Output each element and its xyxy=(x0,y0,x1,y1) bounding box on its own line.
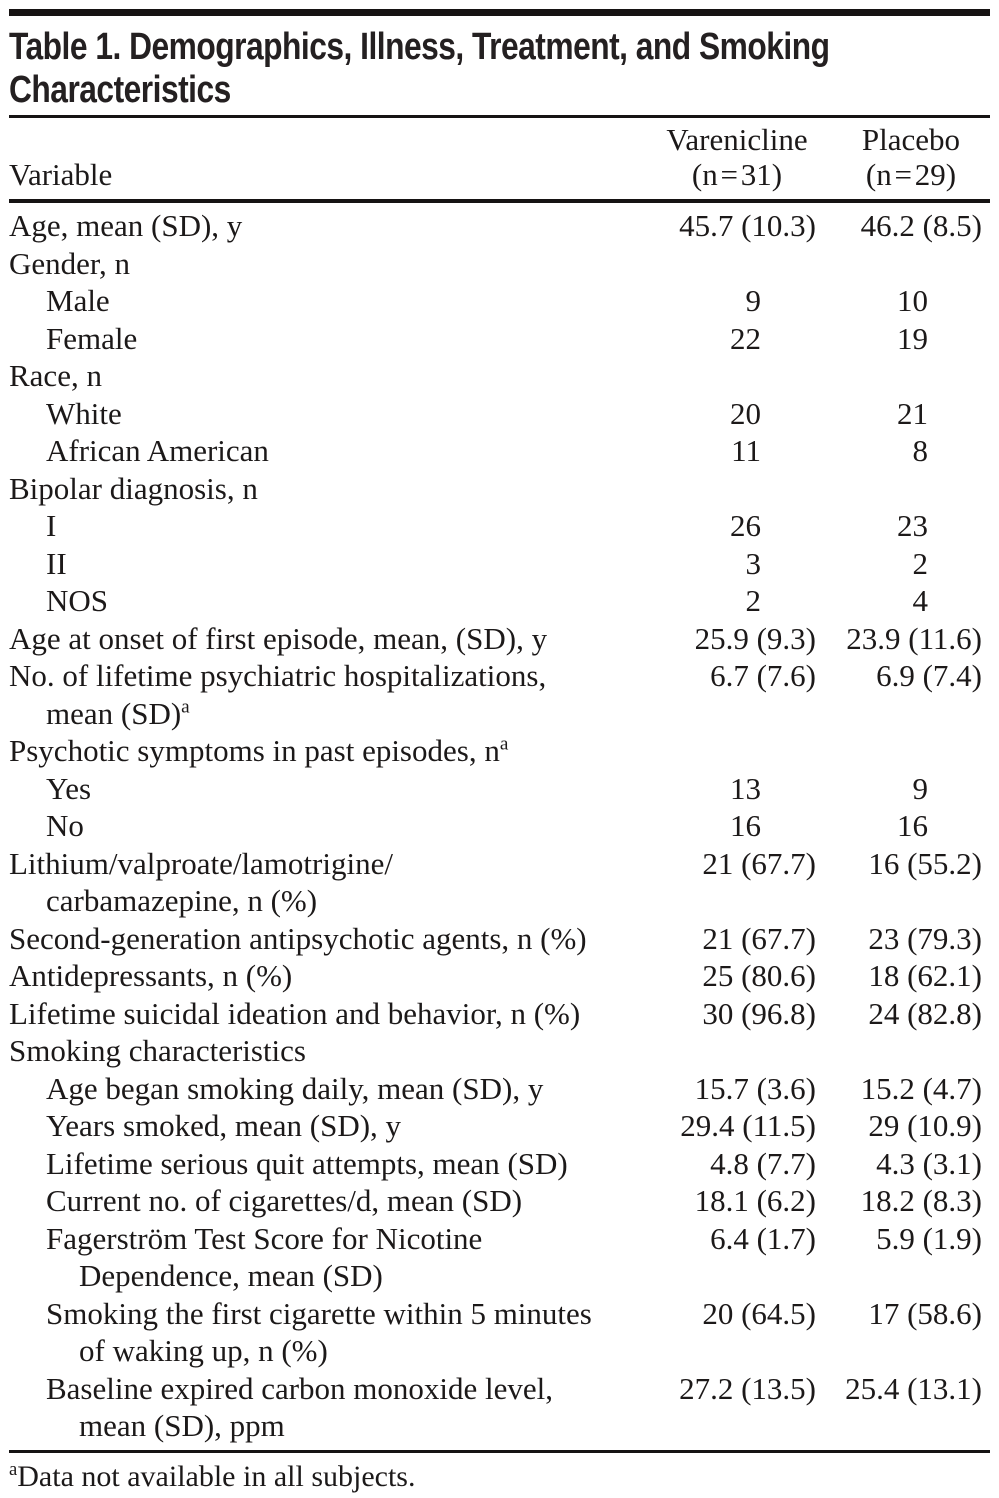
row-value-placebo: 6.9 (7.4) xyxy=(876,658,982,693)
row-value-placebo: 16 xyxy=(897,808,928,843)
table-row xyxy=(9,1145,990,1183)
column-header-variable: Variable xyxy=(9,157,113,192)
table-row xyxy=(9,507,990,545)
column-header-placebo-n: (n = 29) xyxy=(865,157,957,192)
row-label xyxy=(9,957,642,995)
row-value-varenicline: 20 xyxy=(730,395,761,431)
column-header-varenicline-label: Varenicline xyxy=(666,122,808,157)
row-value-placebo: 29 (10.9) xyxy=(868,1108,982,1143)
row-value-varenicline: 20 (64.5) xyxy=(702,1295,816,1331)
row-label-line: II xyxy=(46,545,67,581)
row-label-line: Antidepressants, n (%) xyxy=(9,958,293,993)
row-label xyxy=(9,282,642,320)
row-label xyxy=(9,732,642,770)
table-row xyxy=(9,845,990,920)
row-label-line: I xyxy=(46,508,57,543)
row-value-varenicline: 2 xyxy=(745,583,761,618)
row-value-placebo: 4.3 (3.1) xyxy=(876,1145,982,1181)
table-row xyxy=(9,770,990,808)
row-label xyxy=(9,920,642,958)
row-label xyxy=(9,470,642,508)
row-value-placebo: 46.2 (8.5) xyxy=(860,208,982,243)
row-value-placebo: 25.4 (13.1) xyxy=(845,1370,982,1406)
row-value-varenicline: 45.7 (10.3) xyxy=(679,208,816,243)
row-label-line: Female xyxy=(46,320,138,356)
row-value-placebo: 18.2 (8.3) xyxy=(860,1183,982,1218)
superscript-marker: a xyxy=(499,733,509,755)
header-row xyxy=(9,118,990,199)
column-header-placebo-label: Placebo xyxy=(861,122,961,157)
row-value-placebo: 24 (82.8) xyxy=(868,995,982,1031)
row-label-line: carbamazepine, n (%) xyxy=(46,883,318,918)
row-value-placebo: 4 xyxy=(912,583,928,618)
row-value-placebo: 9 xyxy=(912,770,928,806)
row-label-line: Smoking the first cigarette within 5 minutes xyxy=(46,1295,592,1331)
row-label xyxy=(9,1182,642,1220)
table-row xyxy=(9,1295,990,1370)
column-header-varenicline-n: (n = 31) xyxy=(691,157,783,192)
row-label xyxy=(9,1032,642,1070)
row-label-line: Current no. of cigarettes/d, mean (SD) xyxy=(46,1183,523,1218)
row-value-placebo: 23.9 (11.6) xyxy=(846,620,982,656)
row-value-placebo: 10 xyxy=(897,283,928,318)
row-label xyxy=(9,1295,642,1370)
table-row xyxy=(9,1107,990,1145)
row-label-line: Baseline expired carbon monoxide level, xyxy=(46,1370,554,1406)
table-row xyxy=(9,357,990,395)
row-value-varenicline: 15.7 (3.6) xyxy=(694,1070,816,1106)
table-row xyxy=(9,732,990,770)
row-value-placebo: 19 xyxy=(897,320,928,356)
table-row xyxy=(9,395,990,433)
table-body xyxy=(9,203,990,1445)
row-label xyxy=(9,320,642,358)
row-label-line: NOS xyxy=(46,583,109,618)
row-label-line: Dependence, mean (SD) xyxy=(79,1258,383,1293)
row-label xyxy=(9,507,642,545)
row-value-varenicline: 22 xyxy=(730,320,761,356)
row-label-line: Male xyxy=(46,283,110,318)
row-value-varenicline: 3 xyxy=(745,545,761,581)
table-row xyxy=(9,957,990,995)
table-title: Table 1. Demographics, Illness, Treatment, and Smoking Characteristics xyxy=(9,26,830,111)
table-row xyxy=(9,282,990,320)
row-label-line: of waking up, n (%) xyxy=(79,1333,328,1368)
row-label-line: Race, n xyxy=(9,358,102,393)
superscript-marker: a xyxy=(181,696,190,718)
row-label-line: No. of lifetime psychiatric hospitalizations, xyxy=(9,658,547,693)
table-row xyxy=(9,1070,990,1108)
row-label xyxy=(9,1370,642,1445)
table-footnote xyxy=(9,1453,990,1498)
row-value-varenicline: 26 xyxy=(730,508,761,543)
row-value-varenicline: 6.7 (7.6) xyxy=(710,658,816,693)
row-value-varenicline: 11 xyxy=(731,433,761,468)
row-label-line: mean (SD)$^a$ xyxy=(46,695,190,731)
row-label xyxy=(9,582,642,620)
table-row xyxy=(9,245,990,283)
row-label xyxy=(9,1220,642,1295)
row-value-placebo: 2 xyxy=(912,545,928,581)
row-label xyxy=(9,845,642,920)
top-rule xyxy=(9,9,990,16)
table-row xyxy=(9,320,990,358)
row-label-line: Second-generation antipsychotic agents, n (%) xyxy=(9,920,587,956)
row-value-varenicline: 25.9 (9.3) xyxy=(694,620,816,656)
row-label xyxy=(9,357,642,395)
row-label-line: Gender, n xyxy=(9,245,130,281)
row-value-varenicline: 25 (80.6) xyxy=(702,958,816,993)
footnote-text: Data not available in all subjects. xyxy=(17,1459,416,1493)
row-value-varenicline: 21 (67.7) xyxy=(702,845,816,881)
table-row xyxy=(9,1370,990,1445)
table-row xyxy=(9,545,990,583)
row-label xyxy=(9,545,642,583)
row-label-line: Yes xyxy=(46,770,92,806)
row-label xyxy=(9,620,642,658)
row-label-line: Smoking characteristics xyxy=(9,1033,306,1068)
row-label-line: Age began smoking daily, mean (SD), y xyxy=(46,1070,544,1106)
row-value-placebo: 18 (62.1) xyxy=(868,958,982,993)
row-label xyxy=(9,1145,642,1183)
table-row xyxy=(9,995,990,1033)
table-row xyxy=(9,1182,990,1220)
table-row xyxy=(9,582,990,620)
row-value-placebo: 5.9 (1.9) xyxy=(876,1220,982,1256)
table-row xyxy=(9,432,990,470)
row-label xyxy=(9,245,642,283)
row-value-placebo: 17 (58.6) xyxy=(868,1295,982,1331)
row-value-placebo: 8 xyxy=(912,433,928,468)
column-header-varenicline xyxy=(642,122,832,192)
row-label-line: No xyxy=(46,808,84,843)
table-row xyxy=(9,807,990,845)
row-value-varenicline: 21 (67.7) xyxy=(702,920,816,956)
row-value-varenicline: 16 xyxy=(730,808,761,843)
table-row xyxy=(9,620,990,658)
row-label-line: Age at onset of first episode, mean, (SD), y xyxy=(9,620,548,656)
table-row xyxy=(9,657,990,732)
row-label xyxy=(9,207,642,245)
row-label-line: Lifetime suicidal ideation and behavior, n (%) xyxy=(9,995,581,1031)
row-label xyxy=(9,657,642,732)
row-label-line: Age, mean (SD), y xyxy=(9,208,243,243)
row-value-placebo: 16 (55.2) xyxy=(868,845,982,881)
row-value-placebo: 21 xyxy=(897,395,928,431)
row-label-line: Lithium/valproate/lamotrigine/ xyxy=(9,845,393,881)
row-label-line: mean (SD), ppm xyxy=(79,1408,285,1443)
row-value-varenicline: 27.2 (13.5) xyxy=(679,1370,816,1406)
row-value-varenicline: 6.4 (1.7) xyxy=(710,1220,816,1256)
row-value-varenicline: 18.1 (6.2) xyxy=(694,1183,816,1218)
row-value-varenicline: 4.8 (7.7) xyxy=(710,1145,816,1181)
row-label-line: Fagerström Test Score for Nicotine xyxy=(46,1220,483,1256)
row-label-line: Lifetime serious quit attempts, mean (SD) xyxy=(46,1145,568,1181)
row-value-varenicline: 13 xyxy=(730,770,761,806)
row-label xyxy=(9,1070,642,1108)
table-row xyxy=(9,207,990,245)
row-label-line: Bipolar diagnosis, n xyxy=(9,470,258,506)
row-label xyxy=(9,395,642,433)
table-row xyxy=(9,1220,990,1295)
row-value-placebo: 15.2 (4.7) xyxy=(860,1070,982,1106)
table-row xyxy=(9,1032,990,1070)
row-value-varenicline: 29.4 (11.5) xyxy=(680,1108,816,1143)
row-label xyxy=(9,432,642,470)
row-label-line: African American xyxy=(46,433,269,468)
table-row xyxy=(9,470,990,508)
row-value-placebo: 23 (79.3) xyxy=(868,920,982,956)
row-label-line: Psychotic symptoms in past episodes, $n^a$ xyxy=(9,733,509,768)
column-header-placebo xyxy=(832,122,990,192)
row-label-line: White xyxy=(46,395,122,431)
row-label xyxy=(9,770,642,808)
table-row xyxy=(9,920,990,958)
row-label xyxy=(9,995,642,1033)
row-value-placebo: 23 xyxy=(897,508,928,543)
row-label xyxy=(9,807,642,845)
footnote-marker: a xyxy=(9,1458,18,1480)
row-value-varenicline: 30 (96.8) xyxy=(702,995,816,1031)
row-label-line: Years smoked, mean (SD), y xyxy=(46,1108,402,1143)
row-value-varenicline: 9 xyxy=(745,283,761,318)
row-label xyxy=(9,1107,642,1145)
